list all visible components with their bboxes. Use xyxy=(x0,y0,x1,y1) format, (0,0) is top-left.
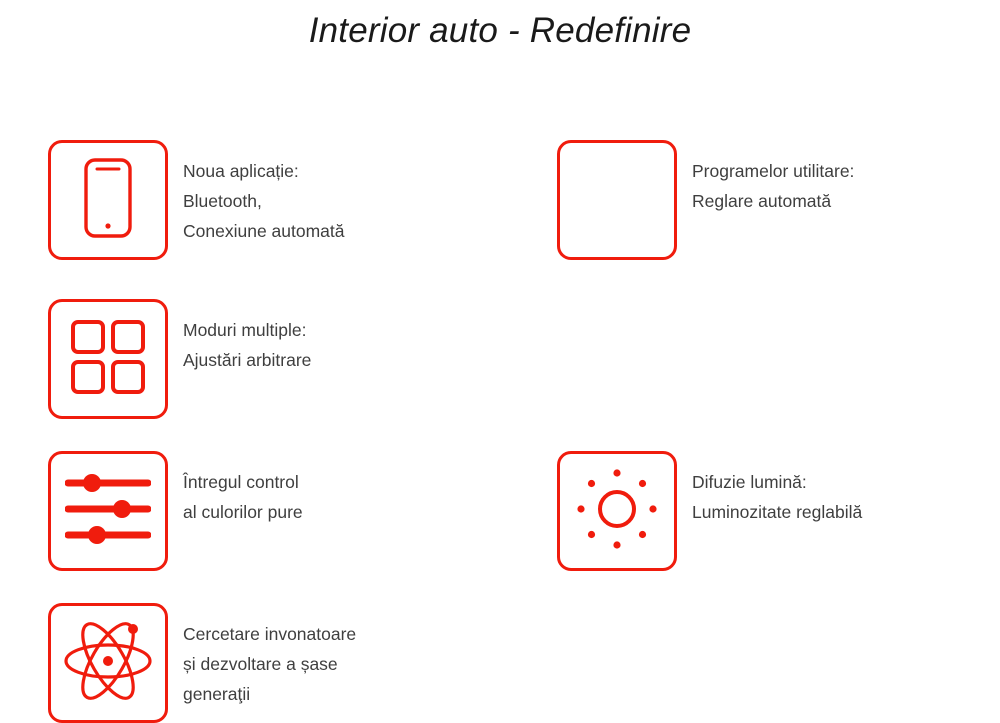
sun-brightness-icon xyxy=(575,467,659,556)
feature-item-modes xyxy=(48,299,311,419)
sliders-icon xyxy=(65,474,151,549)
sliders-icon-box xyxy=(48,451,168,571)
feature-line: Noua aplicație: xyxy=(183,161,299,181)
feature-line: al culorilor pure xyxy=(183,502,303,522)
feature-item-color xyxy=(557,140,854,260)
feature-line: Programelor utilitare: xyxy=(692,161,855,181)
feature-text-app xyxy=(183,140,345,246)
feature-text-modes xyxy=(183,299,311,375)
feature-text-color xyxy=(692,140,854,216)
grid-squares-icon-box xyxy=(48,299,168,419)
sun-brightness-icon-box xyxy=(557,451,677,571)
feature-line: Difuzie lumină: xyxy=(692,472,807,492)
feature-line: Luminozitate reglabilă xyxy=(692,502,863,522)
grid-squares-icon xyxy=(71,320,145,399)
feature-item-control xyxy=(48,451,303,571)
feature-line: Reglare automată xyxy=(692,191,832,211)
feature-line: Conexiune automată xyxy=(183,221,345,241)
feature-item-diffuse xyxy=(557,451,862,571)
color-wheel-icon-box xyxy=(557,140,677,260)
feature-line: Moduri multiple: xyxy=(183,320,307,340)
feature-line: Cercetare invonatoare xyxy=(183,624,357,644)
feature-item-app xyxy=(48,140,345,260)
feature-line: Ajustări arbitrare xyxy=(183,350,312,370)
feature-text-diffuse xyxy=(692,451,862,527)
page-title: Interior auto - Redefinire xyxy=(308,11,692,50)
atom-icon-box xyxy=(48,603,168,723)
smartphone-icon-box xyxy=(48,140,168,260)
atom-icon xyxy=(63,616,153,711)
feature-text-control xyxy=(183,451,303,527)
feature-line: generaţii xyxy=(183,684,251,704)
feature-line: Bluetooth, xyxy=(183,191,262,211)
features-grid xyxy=(0,57,1000,704)
feature-text-research xyxy=(183,603,356,709)
feature-line: Întregul control xyxy=(183,472,299,492)
smartphone-icon xyxy=(73,156,143,245)
feature-line: și dezvoltare a șase xyxy=(183,654,338,674)
feature-item-research xyxy=(48,603,356,723)
